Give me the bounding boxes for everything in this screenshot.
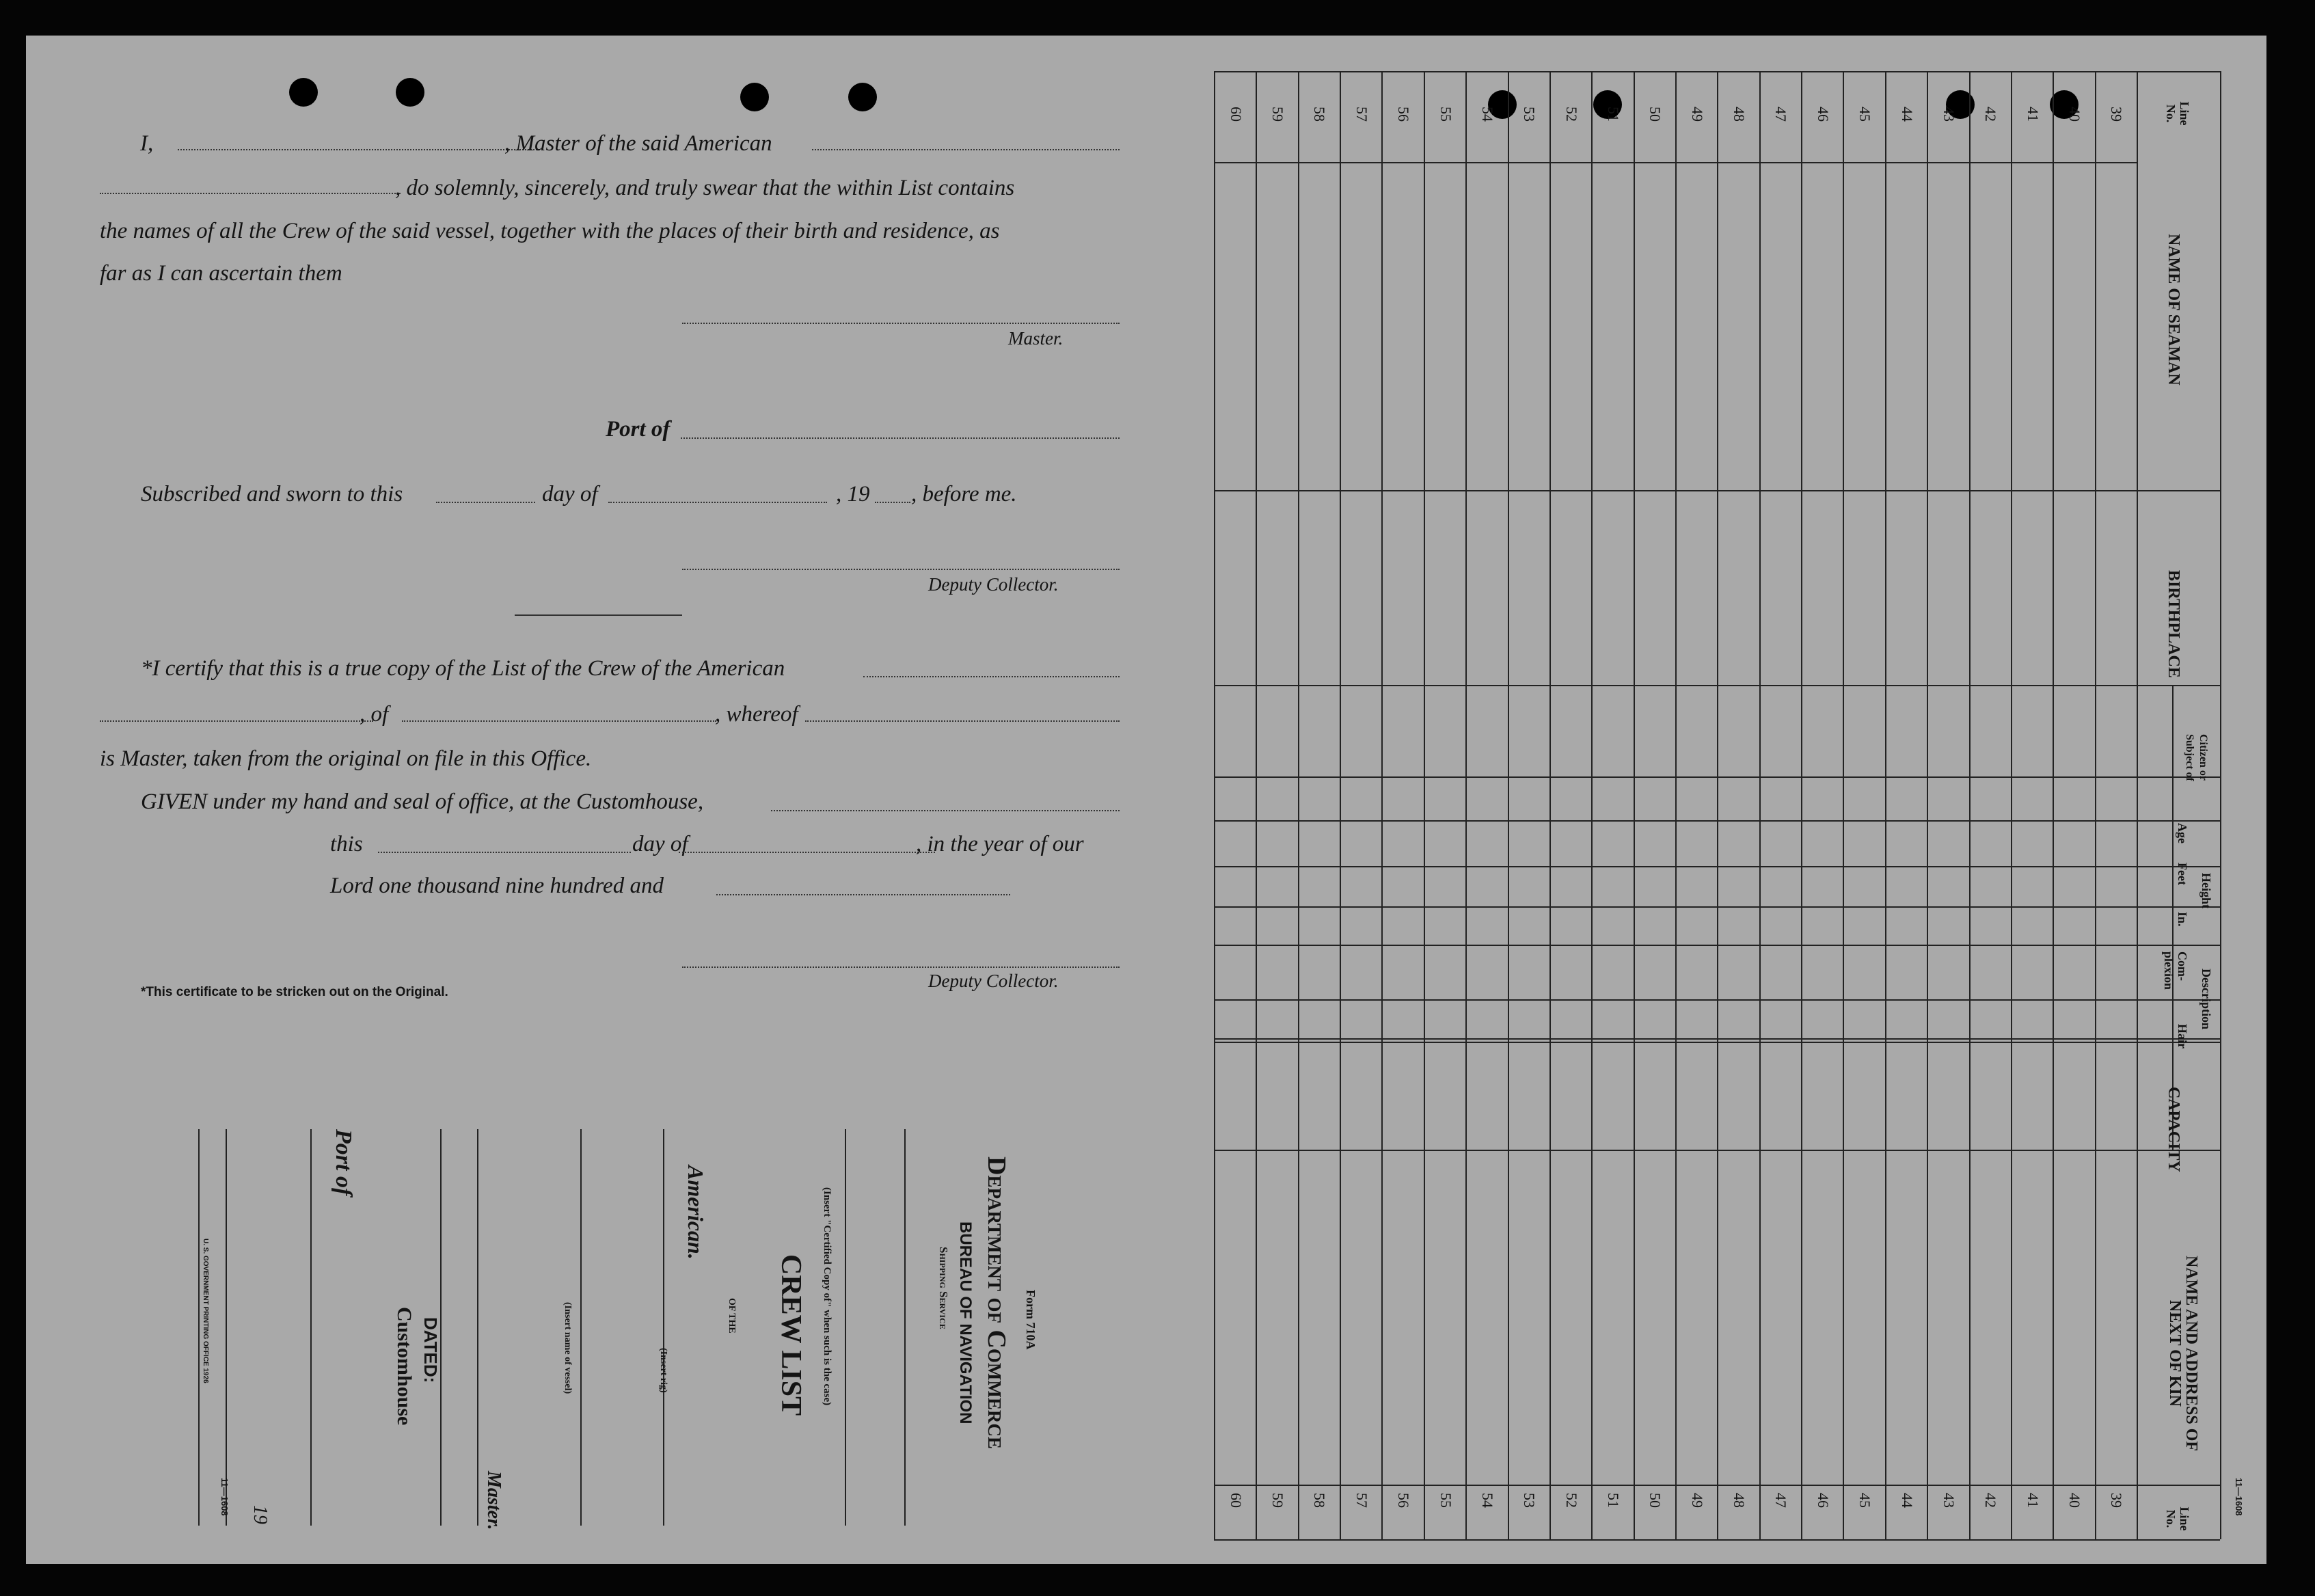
line-number: 51 <box>1604 107 1622 122</box>
grid-section-line <box>1214 999 2220 1001</box>
line-number: 45 <box>1856 107 1874 122</box>
line-number: 50 <box>1647 1493 1664 1508</box>
grid-row-line <box>1214 71 1215 1539</box>
header-capacity: CAPACITY <box>2165 1087 2182 1172</box>
line-number: 42 <box>1982 1493 2000 1508</box>
cover-crew-list: CREW LIST <box>775 1254 807 1416</box>
line-number: 41 <box>2024 107 2042 122</box>
line-number: 59 <box>1269 107 1287 122</box>
grid-form-code: 11—1608 <box>2234 1478 2244 1516</box>
line-number: 47 <box>1772 107 1790 122</box>
grid-section-line <box>1214 776 2220 778</box>
crew-grid <box>26 36 2266 1564</box>
cover-printing-office: U. S. GOVERNMENT PRINTING OFFICE 1926 <box>202 1239 209 1383</box>
line-number: 57 <box>1353 1493 1370 1508</box>
subscribed-label: Subscribed and sworn to this <box>141 482 403 506</box>
cover-master: Master. <box>483 1471 504 1530</box>
line-number: 42 <box>1982 107 2000 122</box>
cover-year: 19 <box>249 1505 271 1524</box>
line-number: 48 <box>1731 107 1748 122</box>
grid-row-line <box>1969 71 1971 1539</box>
grid-row-line <box>1340 71 1341 1539</box>
grid-row-line <box>1298 71 1299 1539</box>
header-inches: In. <box>2176 912 2189 927</box>
grid-row-line <box>1256 71 1257 1539</box>
line-number: 58 <box>1311 1493 1329 1508</box>
grid-section-line <box>1214 945 2220 946</box>
line-number: 51 <box>1604 1493 1622 1508</box>
cover-service: Shipping Service <box>937 1247 950 1329</box>
given-label: GIVEN under my hand and seal of office, at the Customhouse, <box>141 789 704 814</box>
header-name-of-seaman: NAME OF SEAMAN <box>2165 234 2182 386</box>
grid-row-line <box>2137 71 2138 1539</box>
cover-code: 11—1608 <box>219 1478 230 1516</box>
grid-row-line <box>2095 71 2096 1539</box>
line-number: 41 <box>2024 1493 2042 1508</box>
cover-customhouse: Customhouse <box>393 1307 416 1426</box>
header-height: Height <box>2199 873 2213 908</box>
cover-insert-name: (Insert name of vessel) <box>563 1302 573 1394</box>
cover-american: American. <box>683 1165 708 1260</box>
grid-section-line <box>1214 1485 2220 1486</box>
grid-subheader-rule <box>2172 685 2174 1150</box>
grid-row-line <box>1801 71 1802 1539</box>
grid-row-line <box>1675 71 1677 1539</box>
line-number: 55 <box>1437 107 1454 122</box>
port-of-label: Port of <box>606 417 671 442</box>
master-label: Master. <box>1008 328 1064 349</box>
cert-deputy-label: Deputy Collector. <box>928 971 1059 991</box>
cover-of-the: OF THE <box>727 1298 737 1334</box>
line-number: 50 <box>1647 107 1664 122</box>
line-number: 54 <box>1478 1493 1496 1508</box>
certify-of-label: , of <box>360 702 389 727</box>
grid-section-line <box>1214 1539 2220 1541</box>
line-number: 39 <box>2108 107 2126 122</box>
line-number: 55 <box>1437 1493 1454 1508</box>
deputy-collector-label: Deputy Collector. <box>928 574 1059 595</box>
cert-day-of-label: day of <box>632 832 688 856</box>
header-feet: Feet <box>2176 863 2189 885</box>
line-number: 43 <box>1940 107 1958 122</box>
year-19-label: , 19 <box>836 482 870 506</box>
cover-insert-rig: (Insert rig) <box>658 1348 668 1393</box>
line-number: 59 <box>1269 1493 1287 1508</box>
line-number: 47 <box>1772 1493 1790 1508</box>
line-number: 39 <box>2108 1493 2126 1508</box>
line-number: 60 <box>1227 107 1245 122</box>
grid-section-line <box>1214 906 2220 908</box>
line-number: 43 <box>1940 1493 1958 1508</box>
header-line-no-bottom: Line No. <box>2164 1506 2191 1531</box>
header-citizen: Citizen or Subject of <box>2184 734 2209 781</box>
grid-row-line <box>1591 71 1593 1539</box>
line-number: 56 <box>1395 1493 1413 1508</box>
line-number: 44 <box>1898 107 1916 122</box>
line-number: 49 <box>1688 1493 1706 1508</box>
cover-form-number: Form 710A <box>1024 1290 1038 1350</box>
line-number: 60 <box>1227 1493 1245 1508</box>
grid-row-line <box>2053 71 2054 1539</box>
grid-row-line <box>1843 71 1844 1539</box>
grid-section-line <box>1214 820 2220 822</box>
line-number: 53 <box>1521 1493 1539 1508</box>
grid-row-line <box>1634 71 1635 1539</box>
line-number: 49 <box>1688 107 1706 122</box>
grid-row-line <box>1717 71 1718 1539</box>
grid-row-line <box>1424 71 1425 1539</box>
line-number: 52 <box>1562 107 1580 122</box>
this-label: this <box>330 832 363 856</box>
line-number: 57 <box>1353 107 1370 122</box>
grid-section-line <box>1214 866 2220 867</box>
line-number: 44 <box>1898 1493 1916 1508</box>
cover-bureau: BUREAU OF NAVIGATION <box>956 1221 975 1424</box>
line-number: 46 <box>1814 1493 1832 1508</box>
line-number: 53 <box>1521 107 1539 122</box>
footnote: *This certificate to be stricken out on the Original. <box>141 985 448 999</box>
grid-section-line <box>1214 685 2220 686</box>
line-number: 56 <box>1395 107 1413 122</box>
oath-line-2: , do solemnly, sincerely, and truly swear that the within List contains <box>395 176 1015 200</box>
oath-line-1b: , Master of the said American <box>504 131 772 156</box>
line-number: 40 <box>2066 107 2083 122</box>
line-number: 48 <box>1731 1493 1748 1508</box>
grid-row-line <box>1927 71 1928 1539</box>
grid-row-line <box>1549 71 1551 1539</box>
line-number: 54 <box>1478 107 1496 122</box>
line-number: 58 <box>1311 107 1329 122</box>
line-number: 40 <box>2066 1493 2083 1508</box>
line-number: 52 <box>1562 1493 1580 1508</box>
line-number: 45 <box>1856 1493 1874 1508</box>
grid-right-border <box>2220 71 2221 1539</box>
crew-list-form <box>26 36 2266 1564</box>
grid-row-line <box>1465 71 1467 1539</box>
grid-row-line <box>2011 71 2012 1539</box>
header-description: Description <box>2199 969 2213 1029</box>
grid-row-line <box>1759 71 1761 1539</box>
lord-label: Lord one thousand nine hundred and <box>330 874 664 898</box>
grid-section-line <box>1214 71 2220 72</box>
year-of-our-label: , in the year of our <box>916 832 1084 856</box>
header-birthplace: BIRTHPLACE <box>2165 570 2182 678</box>
grid-section-line <box>1214 1042 2220 1043</box>
grid-section-line <box>1214 162 2137 163</box>
grid-row-line <box>1885 71 1886 1539</box>
grid-section-line <box>1214 1038 2220 1040</box>
grid-section-line <box>1214 1150 2220 1151</box>
cover-port-of: Port of <box>331 1129 356 1196</box>
cover-insert-certified: (Insert "Certified Copy of" when such is the case) <box>822 1187 832 1406</box>
grid-row-line <box>1381 71 1383 1539</box>
day-of-label: day of <box>542 482 598 506</box>
cover-dated: DATED: <box>420 1317 441 1383</box>
header-hair: Hair <box>2176 1024 2189 1049</box>
cover-department: Department of Commerce <box>982 1157 1011 1449</box>
oath-line-1a: I, <box>140 131 154 156</box>
header-age: Age <box>2176 823 2189 843</box>
header-line-no: Line No. <box>2164 101 2191 126</box>
header-next-of-kin: NAME AND ADDRESS OF NEXT OF KIN <box>2166 1255 2200 1452</box>
oath-line-3: the names of all the Crew of the said vessel, together with the places of their birth and residence, as <box>100 219 1000 243</box>
grid-row-line <box>1508 71 1509 1539</box>
certify-line-3: is Master, taken from the original on file in this Office. <box>100 746 592 771</box>
line-number: 46 <box>1814 107 1832 122</box>
before-me-label: , before me. <box>911 482 1017 506</box>
grid-section-line <box>1214 490 2220 491</box>
certify-whereof-label: , whereof <box>715 702 798 727</box>
certify-line-1: *I certify that this is a true copy of the List of the Crew of the American <box>141 656 785 681</box>
oath-line-4: far as I can ascertain them <box>100 261 342 286</box>
header-complexion: Com- plexion <box>2162 951 2189 990</box>
